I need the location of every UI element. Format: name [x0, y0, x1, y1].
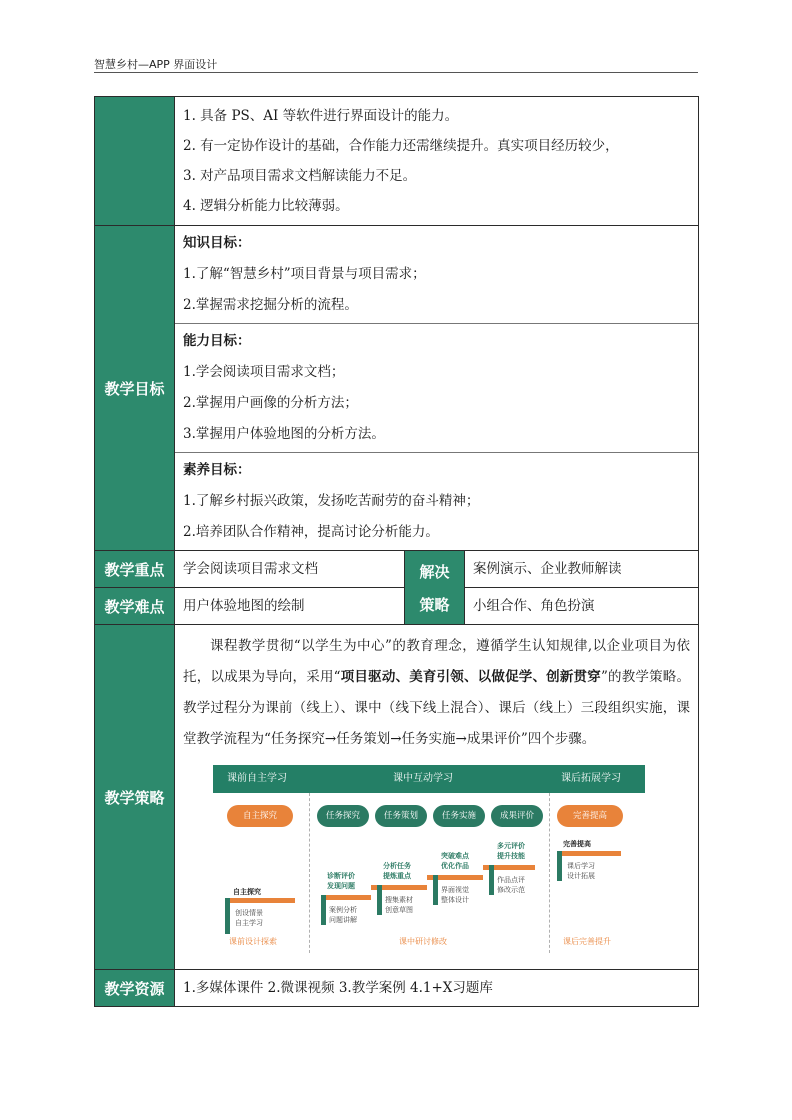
strategy-bold-text: 项目驱动、美育引领、以做促学、创新贯穿: [340, 669, 601, 685]
teaching-goals-row: [95, 226, 699, 551]
learning-line-4: 4. 逻辑分析能力比较薄弱。: [183, 198, 349, 214]
ability-goals: [175, 324, 698, 453]
ability-goals-title: 能力目标：: [183, 333, 251, 349]
resources-cell: [175, 970, 699, 1007]
strategy-row: [95, 625, 699, 970]
pre-step-sub: 创设情景 自主学习: [235, 909, 263, 927]
teaching-process-diagram: [213, 765, 645, 961]
strategy-text-1: 课程教学贯彻“以学生为中心”的教育理念，遵循学生认知规律,以企业项目为依托，以成果为导向，采用“: [183, 638, 690, 685]
strategy-text-2: ”的教学策略。教学过程分为课前（线上）、课中（线下线上混合）、课后（线上）三段组织实施，课堂教学流程为“任务探究→任务策划→任务实施→成果评价”四个步骤。: [183, 669, 691, 747]
post-step-title: 完善提高: [563, 840, 591, 848]
stair-step-1: [321, 895, 371, 900]
post-stage-footer: 课后完善提升: [563, 937, 611, 946]
mid-step-1: 诊断评价 发现问题: [327, 872, 355, 890]
quality-goal-1: 1.了解乡村振兴政策，发扬吃苦耐劳的奋斗精神；: [183, 493, 480, 509]
stair-riser-4: [489, 865, 494, 895]
pre-stair: [225, 898, 295, 903]
learning-line-2: 2. 有一定协作设计的基础，合作能力还需继续提升。真实项目经历较少，: [183, 138, 619, 154]
mid-sub-1: 案例分析 问题讲解: [329, 906, 357, 924]
page-header-title: 智慧乡村—APP 界面设计: [94, 58, 218, 71]
difficulty-text: 用户体验地图的绘制: [183, 598, 305, 614]
quality-goal-2: 2.培养团队合作精神，提高讨论分析能力。: [183, 524, 439, 540]
ability-goal-2: 2.掌握用户画像的分析方法；: [183, 395, 358, 411]
header-divider: [94, 72, 698, 73]
ability-goal-3: 3.掌握用户体验地图的分析方法。: [183, 426, 385, 442]
diagram-separator-1: [309, 793, 310, 953]
mid-sub-4: 作品点评 修改示范: [497, 876, 525, 894]
solve-line-1: 案例演示、企业教师解读: [473, 561, 622, 577]
post-step-sub: 课后学习 设计拓展: [567, 862, 595, 880]
quality-goals: [175, 453, 698, 550]
key-point-cell: [175, 551, 405, 588]
diagram-mid-stage-title: 课中互动学习: [393, 773, 453, 784]
diagram-separator-2: [549, 793, 550, 953]
diagram-post-stage-title: 课后拓展学习: [561, 773, 621, 784]
teaching-goals-cell: [175, 226, 699, 551]
mid-step-3: 突破难点 优化作品: [441, 852, 469, 870]
mid-step-4: 多元评价 提升技能: [497, 842, 525, 860]
pre-stair-riser: [225, 898, 230, 934]
ability-goal-1: 1.学会阅读项目需求文档；: [183, 364, 345, 380]
difficulty-cell: [175, 588, 405, 625]
learning-situation-row: [95, 97, 699, 226]
mid-pill-1: 任务探究: [317, 805, 369, 827]
solve-line-2: 小组合作、角色扮演: [473, 598, 595, 614]
strategy-cell: [175, 625, 699, 970]
knowledge-goal-2: 2.掌握需求挖掘分析的流程。: [183, 297, 358, 313]
strategy-label: 教学策略: [95, 625, 175, 970]
pre-stage-footer: 课前设计探索: [229, 937, 277, 946]
mid-sub-3: 界面视觉 整体设计: [441, 886, 469, 904]
resources-row: [95, 970, 699, 1007]
solve-label-1: 解决: [419, 562, 450, 581]
mid-step-2: 分析任务 提炼重点: [383, 862, 411, 880]
difficulty-row: [95, 588, 699, 625]
solve-strategy-label: [405, 551, 465, 625]
key-point-label: 教学重点: [95, 551, 175, 588]
lesson-plan-table: [94, 96, 699, 1007]
difficulty-label: 教学难点: [95, 588, 175, 625]
key-point-row: [95, 551, 699, 588]
solve-label-2: 策略: [419, 595, 450, 614]
learning-situation-cell: [175, 97, 699, 226]
solve-strategy-cell-1: [465, 551, 699, 588]
mid-sub-2: 搜集素材 创意草图: [385, 896, 413, 914]
solve-strategy-cell-2: [465, 588, 699, 625]
stair-riser-1: [321, 895, 326, 925]
learning-line-3: 3. 对产品项目需求文档解读能力不足。: [183, 168, 417, 184]
stair-riser-2: [377, 885, 382, 915]
pre-step-title: 自主探究: [233, 888, 261, 896]
key-point-text: 学会阅读项目需求文档: [183, 561, 318, 577]
knowledge-goals-title: 知识目标：: [183, 235, 251, 251]
stair-riser-3: [433, 875, 438, 905]
resources-label: 教学资源: [95, 970, 175, 1007]
diagram-pre-stage-title: 课前自主学习: [227, 773, 287, 784]
mid-pill-4: 成果评价: [491, 805, 543, 827]
mid-pill-2: 任务策划: [375, 805, 427, 827]
mid-stage-footer: 课中研讨修改: [399, 937, 447, 946]
post-stair: [557, 851, 621, 856]
strategy-paragraph: [175, 625, 698, 759]
knowledge-goals: [175, 226, 698, 324]
learning-line-1: 1. 具备 PS、AI 等软件进行界面设计的能力。: [183, 108, 459, 124]
teaching-goals-label: 教学目标: [95, 226, 175, 551]
pre-stage-pill: 自主探究: [227, 805, 293, 827]
post-stage-pill: 完善提高: [557, 805, 623, 827]
knowledge-goal-1: 1.了解“智慧乡村”项目背景与项目需求；: [183, 266, 426, 282]
resources-text: 1.多媒体课件 2.微课视频 3.教学案例 4.1+X习题库: [183, 980, 493, 996]
mid-pill-3: 任务实施: [433, 805, 485, 827]
learning-situation-label-cell: [95, 97, 175, 226]
quality-goals-title: 素养目标：: [183, 462, 251, 478]
post-stair-riser: [557, 851, 562, 881]
